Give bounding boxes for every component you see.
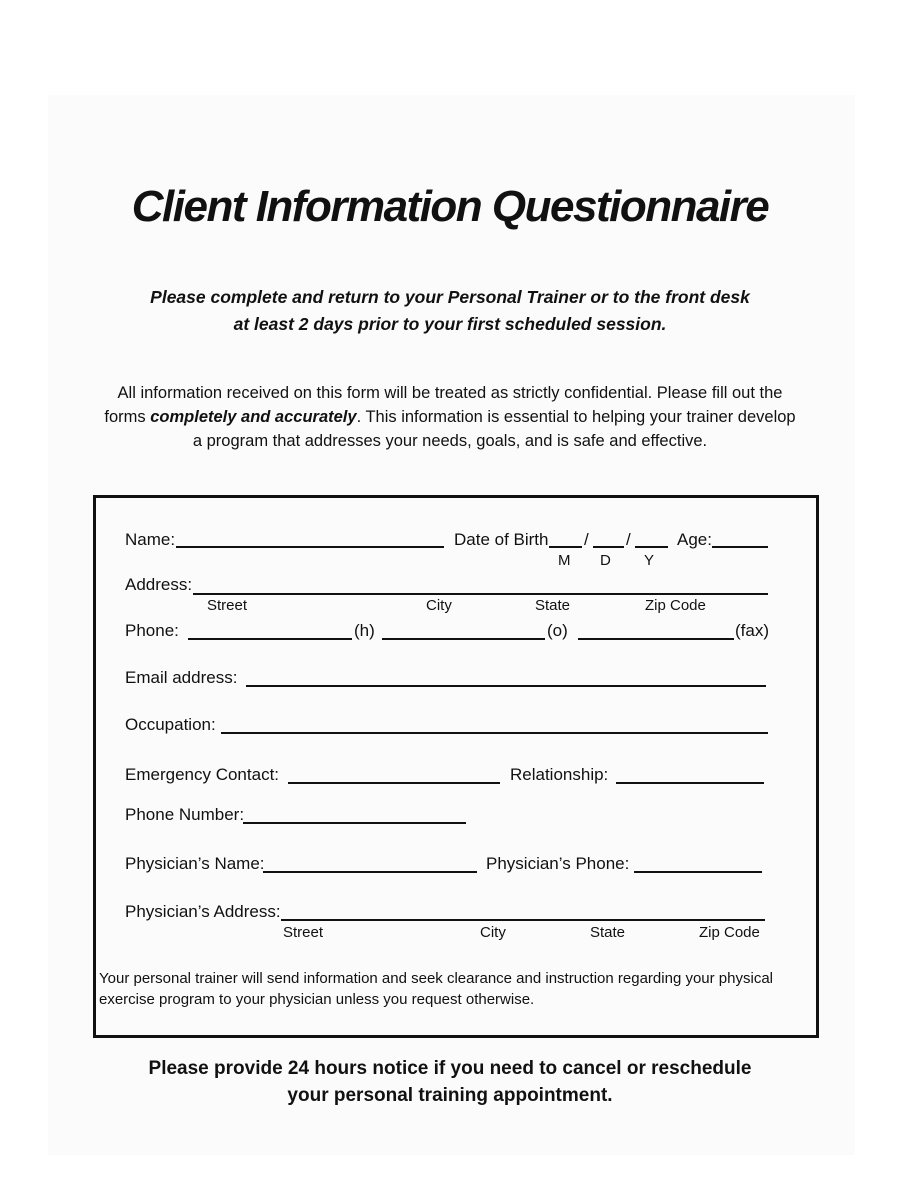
intro-line-3: a program that addresses your needs, goals, and is safe and effective. [192, 432, 708, 450]
intro-text: forms [104, 408, 151, 426]
physician-address-field[interactable] [281, 919, 765, 921]
phone-number-field[interactable] [243, 822, 466, 824]
name-field[interactable] [176, 546, 444, 548]
dob-label: Date of Birth [454, 530, 549, 549]
emergency-contact-label: Emergency Contact: [125, 765, 280, 784]
relationship-field[interactable] [616, 782, 764, 784]
phone-home-field[interactable] [188, 638, 352, 640]
email-label: Email address: [125, 668, 238, 687]
intro-line-2 [0, 408, 900, 427]
intro-text: . This information is essential to helping your trainer develop [356, 408, 796, 426]
intro-emphasis: completely and accurately [150, 408, 357, 426]
physician-street-hint: Street [283, 924, 324, 941]
email-field[interactable] [246, 685, 766, 687]
phone-number-label: Phone Number: [125, 805, 245, 824]
phone-home-suffix: (h) [354, 621, 375, 640]
clearance-note-line-2: exercise program to your physician unless you request otherwise. [99, 991, 535, 1008]
phone-fax-suffix: (fax) [735, 621, 769, 640]
physician-state-hint: State [590, 924, 626, 941]
dob-year-field[interactable] [635, 546, 668, 548]
dob-month-hint: M [558, 552, 571, 569]
page-title: Client Information Questionnaire [131, 182, 769, 231]
dob-slash: / [626, 530, 631, 549]
physician-address-label: Physician’s Address: [125, 902, 281, 921]
phone-label: Phone: [125, 621, 179, 640]
physician-phone-label: Physician’s Phone: [486, 854, 630, 873]
physician-phone-field[interactable] [634, 871, 762, 873]
occupation-label: Occupation: [125, 715, 216, 734]
emergency-contact-field[interactable] [288, 782, 500, 784]
address-zip-hint: Zip Code [645, 597, 706, 614]
name-label: Name: [125, 530, 176, 549]
physician-zip-hint: Zip Code [699, 924, 760, 941]
address-street-hint: Street [207, 597, 248, 614]
footer-line-1: Please provide 24 hours notice if you need to cancel or reschedule [148, 1058, 752, 1079]
clearance-note-line-1: Your personal trainer will send information and seek clearance and instruction regarding your physical [99, 970, 773, 987]
dob-day-hint: D [600, 552, 611, 569]
subtitle-line-2: at least 2 days prior to your first scheduled session. [233, 314, 667, 334]
phone-office-field[interactable] [382, 638, 545, 640]
address-state-hint: State [535, 597, 571, 614]
dob-day-field[interactable] [593, 546, 624, 548]
age-field[interactable] [712, 546, 768, 548]
dob-slash: / [584, 530, 589, 549]
dob-month-field[interactable] [549, 546, 582, 548]
age-label: Age: [677, 530, 712, 549]
phone-office-suffix: (o) [547, 621, 568, 640]
address-label: Address: [125, 575, 193, 594]
physician-city-hint: City [480, 924, 506, 941]
dob-year-hint: Y [644, 552, 655, 569]
address-city-hint: City [426, 597, 452, 614]
intro-line-1: All information received on this form will be treated as strictly confidential. Please fill out the [117, 384, 783, 402]
physician-name-field[interactable] [263, 871, 477, 873]
relationship-label: Relationship: [510, 765, 609, 784]
phone-fax-field[interactable] [578, 638, 734, 640]
occupation-field[interactable] [221, 732, 768, 734]
footer-line-2: your personal training appointment. [287, 1085, 613, 1106]
address-field[interactable] [193, 593, 768, 595]
physician-name-label: Physician’s Name: [125, 854, 265, 873]
subtitle-line-1: Please complete and return to your Personal Trainer or to the front desk [150, 287, 750, 307]
